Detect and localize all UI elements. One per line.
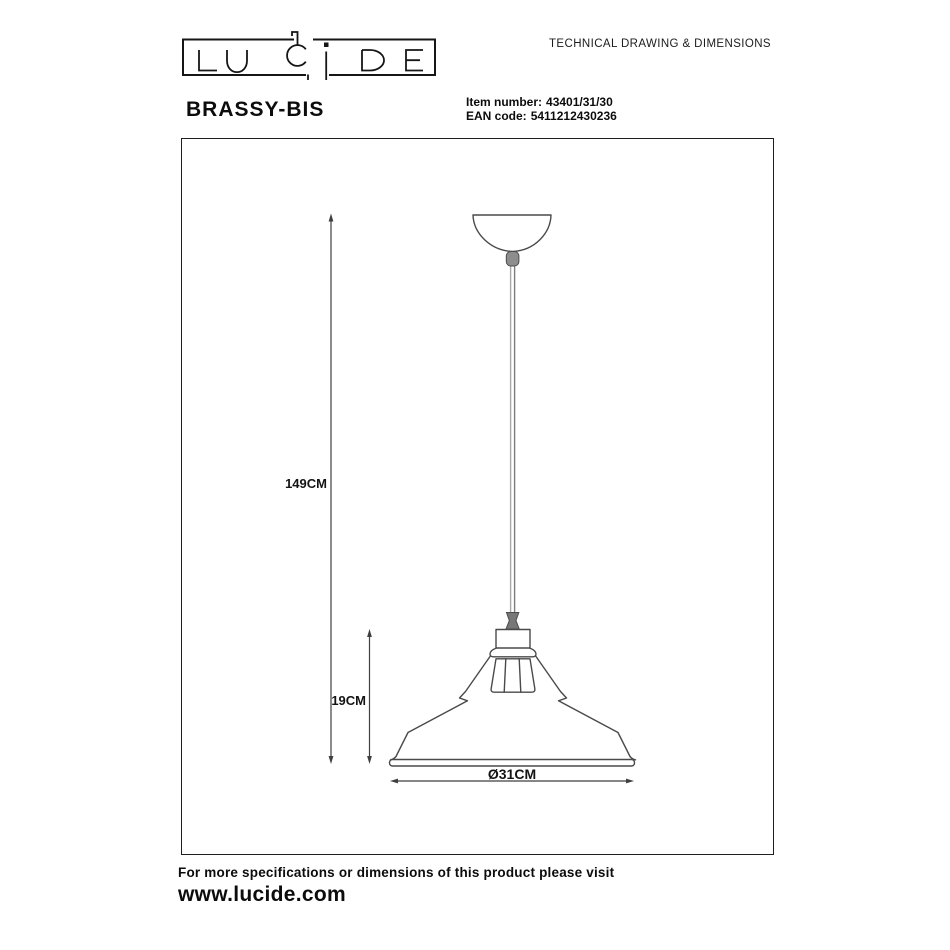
ean-code-label: EAN code: [466,109,527,123]
lucide-logo-graphic [182,28,436,82]
footer-note: For more specifications or dimensions of this product please visit [178,865,615,880]
lucide-logo [182,28,436,82]
item-number-value: 43401/31/30 [546,95,613,109]
page-title: TECHNICAL DRAWING & DIMENSIONS [549,38,771,50]
ean-code-line [466,109,617,123]
drawing-frame [181,138,774,855]
ean-code-value: 5411212430236 [530,109,617,123]
product-name: BRASSY-BIS [186,98,325,121]
shade-height-label: 19CM [331,693,366,708]
footer-website-link[interactable]: www.lucide.com [178,883,346,906]
logo-frame [183,40,435,76]
item-number-label: Item number: [466,95,543,109]
overall-height-label: 149CM [285,476,327,491]
item-number-line [466,95,613,109]
shade-diameter-label: Ø31CM [487,766,537,782]
